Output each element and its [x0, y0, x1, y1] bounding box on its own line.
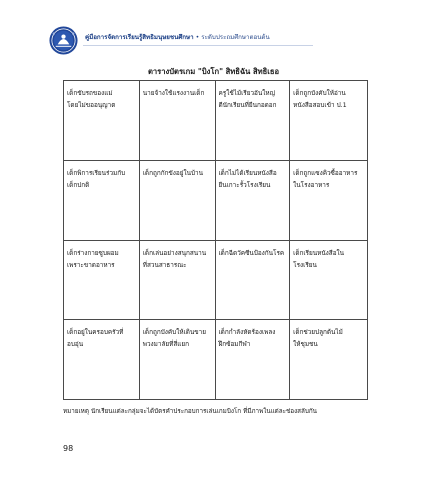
page-number: 98: [63, 444, 74, 453]
header-separator: •: [195, 34, 200, 41]
bingo-card-table: [63, 80, 368, 400]
table-cell: นายจ้างใช้แรงงานเด็ก: [140, 81, 216, 161]
header-divider: [83, 45, 313, 46]
table-cell: เด็กขับรถของแม่ โดยไม่ขออนุญาต: [64, 81, 140, 161]
table-cell: เด็กพิการเรียนร่วมกับ เด็กปกติ: [64, 161, 140, 241]
table-title: ตารางบัตรเกม "บิงโก" สิทธิฉัน สิทธิเธอ: [147, 67, 280, 76]
table-cell: เด็กเรียนหนังสือใน โรงเรียน: [290, 241, 367, 320]
table-cell: เด็กอยู่ในครอบครัวที่ อบอุ่น: [64, 320, 140, 399]
table-cell: เด็กถูกบังคับให้เดินขาย พวงมาลัยที่สี่แยก: [140, 320, 216, 399]
header-subtitle: ระดับประถมศึกษาตอนต้น: [201, 34, 270, 41]
page-header: [48, 25, 388, 59]
table-cell: เด็กไม่ได้เรียนหนังสือ ยืนเกาะรั้วโรงเรียน: [216, 161, 291, 241]
table-cell: เด็กฉีดวัคซีนป้องกันโรค: [216, 241, 291, 320]
header-text: [85, 34, 270, 42]
table-cell: เด็กกำลังหัดร้องเพลง ฝึกซ้อมกีฬา: [216, 320, 291, 399]
table-cell: เด็กถูกกักขังอยู่ในบ้าน: [140, 161, 216, 241]
table-cell: เด็กเล่นอย่างสนุกสนาน ที่สวนสาธารณะ: [140, 241, 216, 320]
header-title: คู่มือการจัดการเรียนรู้สิทธิมนุษยชนศึกษา: [85, 34, 194, 41]
footnote: หมายเหตุ นักเรียนแต่ละกลุ่มจะได้บัตรคำประกอบการเล่นเกมบิงโก ที่มีภาพในแต่ละช่องสลับกัน: [63, 408, 317, 415]
emblem-logo-icon: [48, 25, 79, 56]
table-cell: ครูใช้ไม้เรียวอันใหญ่ ตีนักเรียนที่ยืนกอดอก: [216, 81, 291, 161]
table-cell: เด็กถูกแซงคิวซื้ออาหาร ในโรงอาหาร: [290, 161, 367, 241]
table-cell: เด็กถูกบังคับให้อ่าน หนังสือสอบเข้า ป.1: [290, 81, 367, 161]
table-cell: เด็กร่างกายซูบผอม เพราะขาดอาหาร: [64, 241, 140, 320]
table-cell: เด็กช่วยปลูกต้นไม้ ให้ชุมชน: [293, 328, 343, 348]
